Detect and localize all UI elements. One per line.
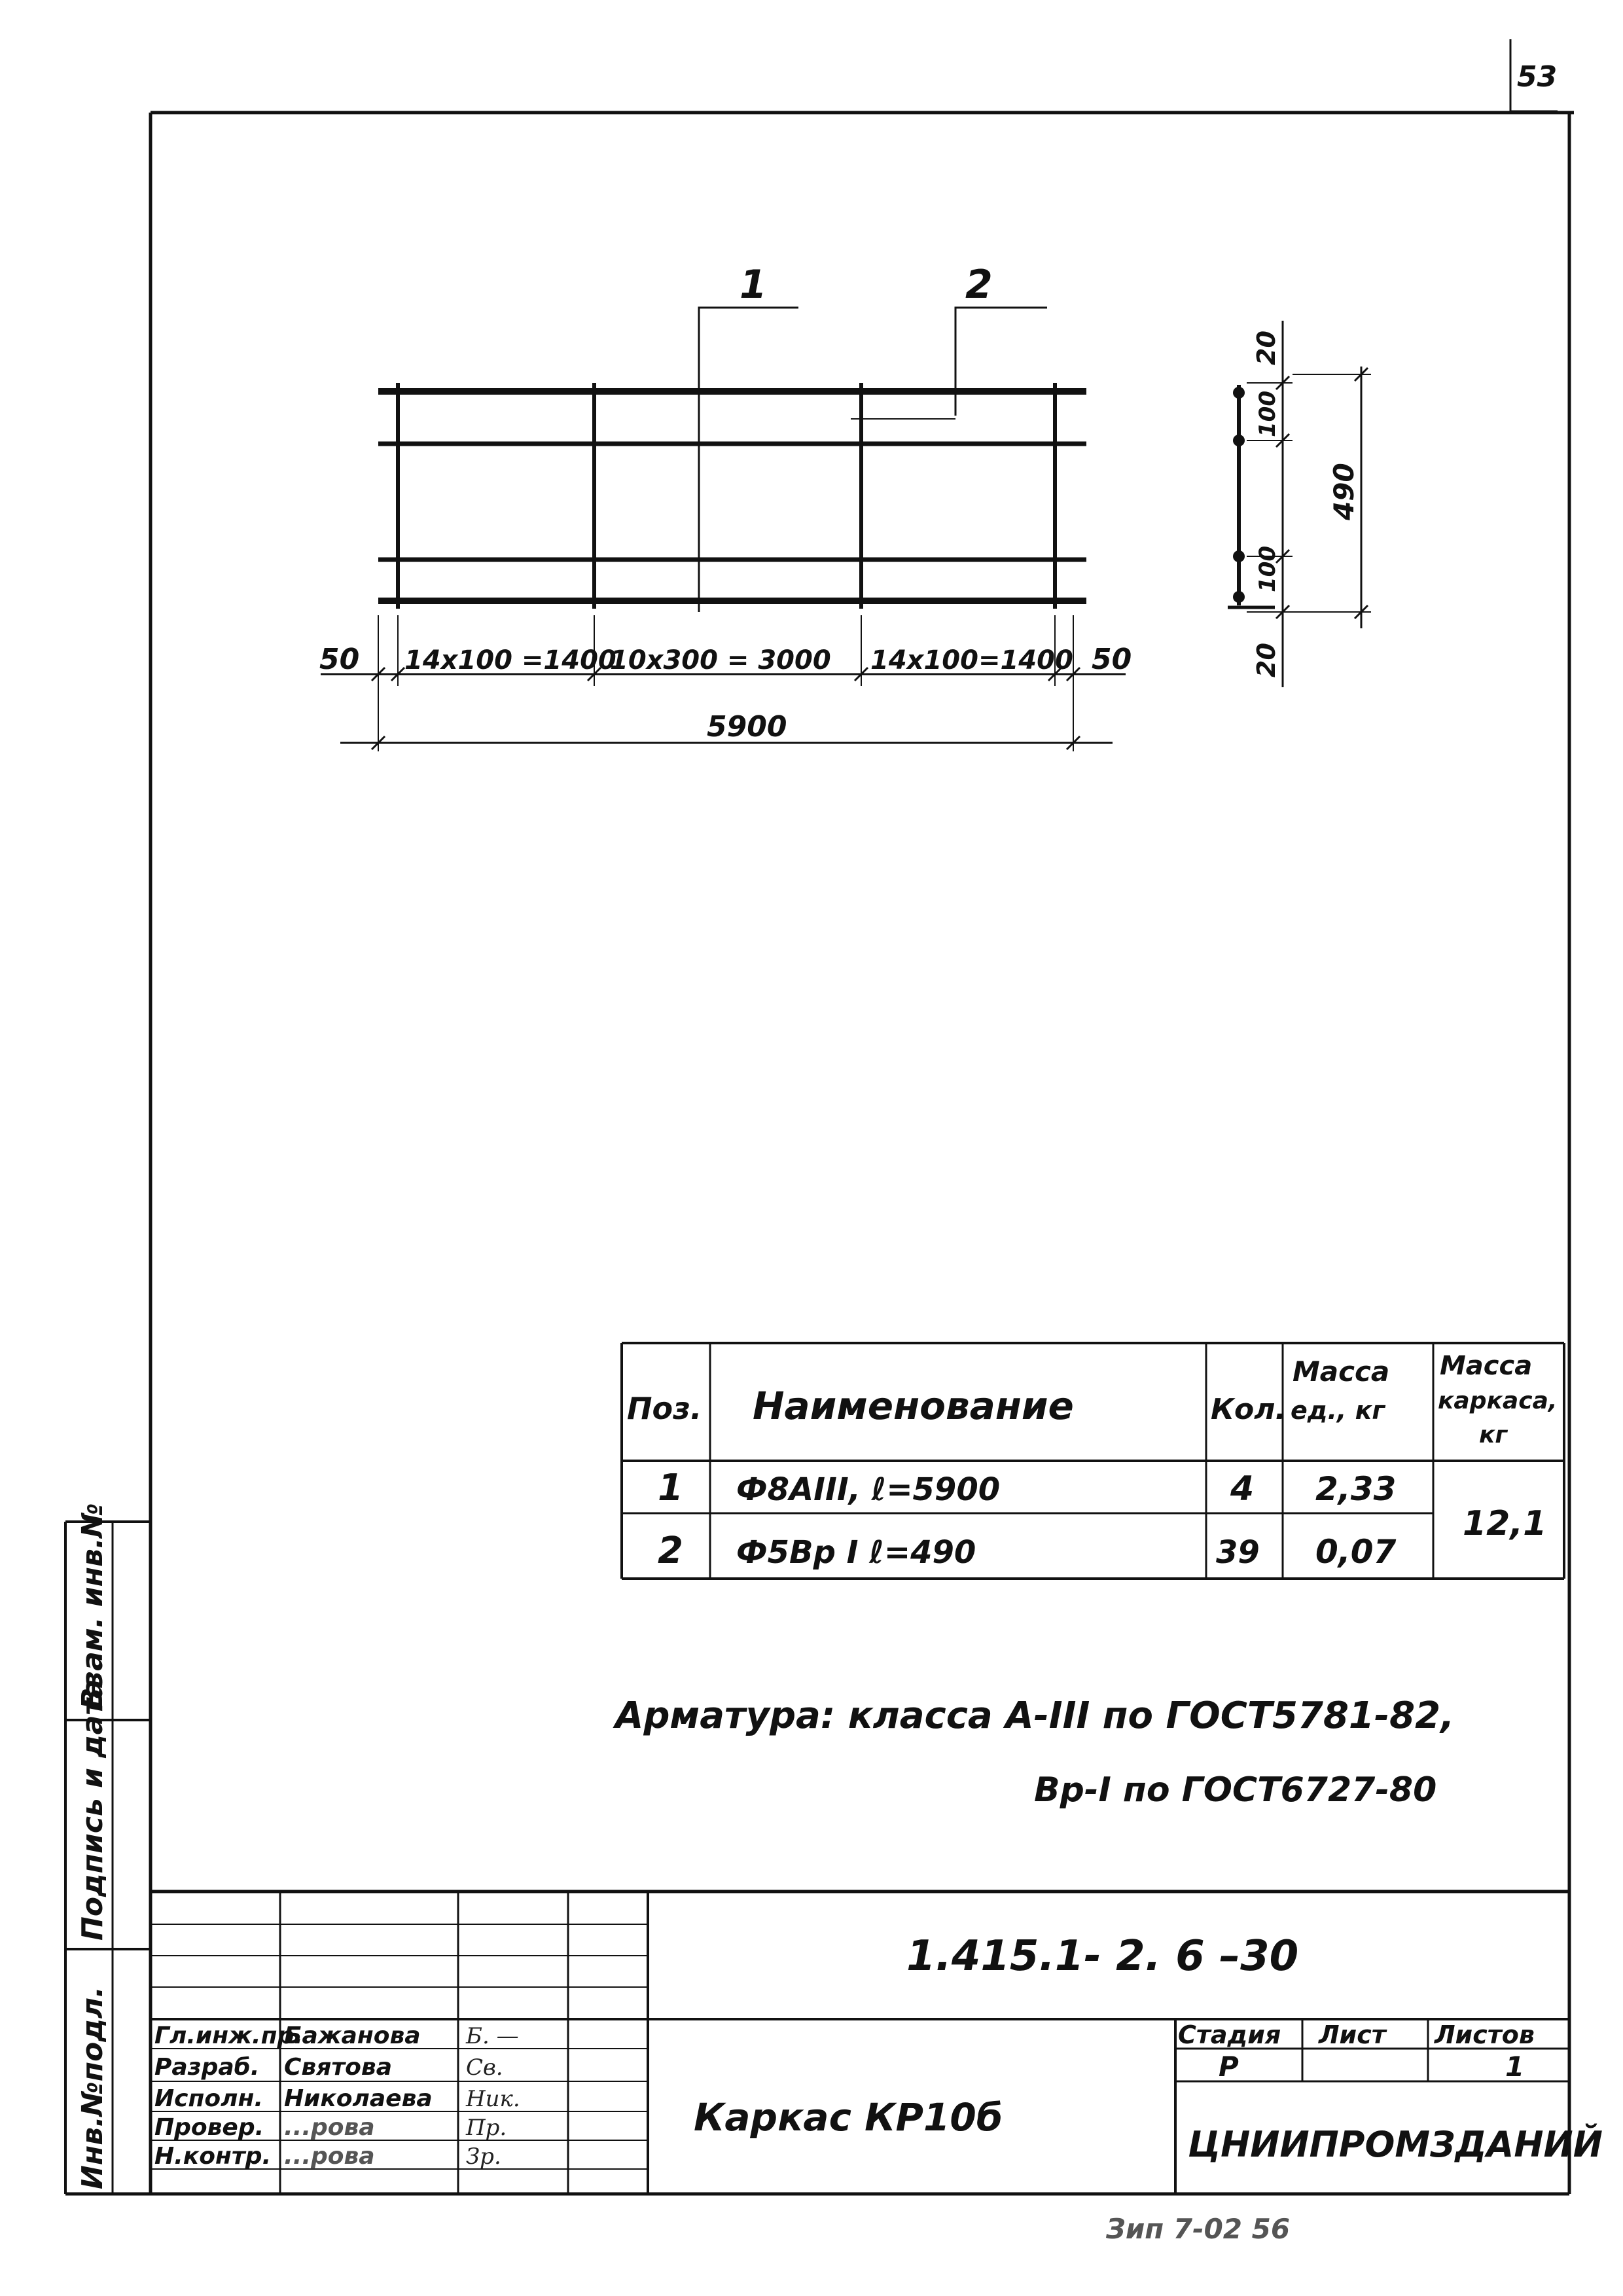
spec-header-frame-mass: Масса — [1440, 1351, 1533, 1381]
spec-frame-mass: 12,1 — [1463, 1504, 1547, 1543]
role-chief-engineer: Гл.инж.пр. — [154, 2022, 303, 2049]
section-dim-top-spacing: 100 — [1255, 391, 1281, 437]
sheet-header: Лист — [1319, 2020, 1386, 2049]
drawing-title: Каркас КР10б — [694, 2095, 1003, 2140]
note-line-1: Арматура: класса А-III по ГОСТ5781-82, — [615, 1695, 1455, 1737]
spec-header-frame-mass-2: каркаса, — [1438, 1388, 1558, 1414]
spec-row-1-unit-mass: 2,33 — [1315, 1470, 1397, 1508]
role-checker: Провер. — [154, 2114, 264, 2141]
dim-segment-3: 14x100=1400 — [870, 645, 1073, 675]
section-dim-height: 490 — [1328, 463, 1360, 520]
spec-header-frame-mass-unit: кг — [1479, 1422, 1508, 1448]
spec-row-2-pos: 2 — [658, 1530, 683, 1572]
spec-header-pos: Поз. — [627, 1391, 702, 1426]
spec-row-1-name: Ф8АIII, ℓ=5900 — [736, 1471, 1001, 1508]
spec-row-1-pos: 1 — [658, 1467, 683, 1509]
name-norm-control: ...рова — [284, 2143, 375, 2170]
section-dim-top-cover: 20 — [1252, 331, 1281, 365]
dim-segment-1: 14x100 =1400 — [404, 645, 616, 675]
stamp-replacement-inv: Взам. инв.№ — [76, 1503, 109, 1710]
cage-section — [1228, 321, 1371, 687]
spec-row-2-name: Ф5Вр I ℓ=490 — [736, 1534, 976, 1571]
spec-header-qty: Кол. — [1211, 1393, 1287, 1426]
cage-elevation — [378, 262, 1086, 612]
designation: 1.415.1- 2. 6 –30 — [906, 1932, 1299, 1981]
dim-total: 5900 — [707, 710, 787, 744]
name-chief-engineer: Бажанова — [284, 2022, 421, 2049]
sheet-number: 53 — [1517, 60, 1558, 94]
section-dim-bottom-spacing: 100 — [1255, 546, 1281, 592]
spec-row-1-qty: 4 — [1230, 1469, 1255, 1509]
dim-left-margin: 50 — [319, 643, 360, 676]
spec-header-unit-mass: Масса — [1293, 1355, 1390, 1388]
dimension-chain — [319, 615, 1132, 751]
signature-executor: Ник. — [466, 2086, 520, 2112]
role-developer: Разраб. — [154, 2054, 260, 2081]
footer-code: Зип 7-02 56 — [1106, 2213, 1291, 2245]
spec-table — [622, 1343, 1564, 1579]
sheet-frame — [65, 113, 1574, 2194]
sheets-header: Листов — [1435, 2020, 1535, 2049]
name-checker: ...рова — [284, 2114, 375, 2141]
position-label-2: 2 — [965, 262, 993, 308]
spec-header-unit-mass-unit: ед., кг — [1291, 1396, 1385, 1425]
stage-value: Р — [1219, 2051, 1239, 2083]
position-label-1: 1 — [740, 262, 767, 308]
dim-segment-2: 10x300 = 3000 — [610, 645, 831, 675]
stamp-inv-original: Инв.№подл. — [76, 1986, 109, 2189]
note-line-2: Вр-I по ГОСТ6727-80 — [1034, 1770, 1437, 1810]
signature-chief-engineer: Б. — — [466, 2023, 519, 2049]
signature-developer: Св. — [466, 2054, 503, 2081]
role-norm-control: Н.контр. — [154, 2143, 272, 2170]
organization: ЦНИИПРОМЗДАНИЙ — [1188, 2124, 1603, 2165]
spec-row-2-qty: 39 — [1216, 1534, 1260, 1571]
dim-right-margin: 50 — [1092, 643, 1132, 676]
side-stamp — [65, 1503, 151, 2194]
stage-header: Стадия — [1178, 2020, 1281, 2049]
title-block — [151, 1892, 1603, 2194]
name-developer: Святова — [284, 2054, 392, 2081]
role-executor: Исполн. — [154, 2085, 263, 2112]
signature-norm-control: Зр. — [466, 2144, 501, 2170]
sheets-value: 1 — [1505, 2051, 1525, 2083]
signature-checker: Пр. — [466, 2115, 507, 2141]
spec-header-name: Наименование — [753, 1384, 1074, 1428]
section-dim-bottom-cover: 20 — [1252, 643, 1281, 677]
spec-row-2-unit-mass: 0,07 — [1315, 1533, 1397, 1571]
name-executor: Николаева — [284, 2085, 433, 2112]
stamp-signature-date: Подпись и дата — [76, 1679, 109, 1941]
